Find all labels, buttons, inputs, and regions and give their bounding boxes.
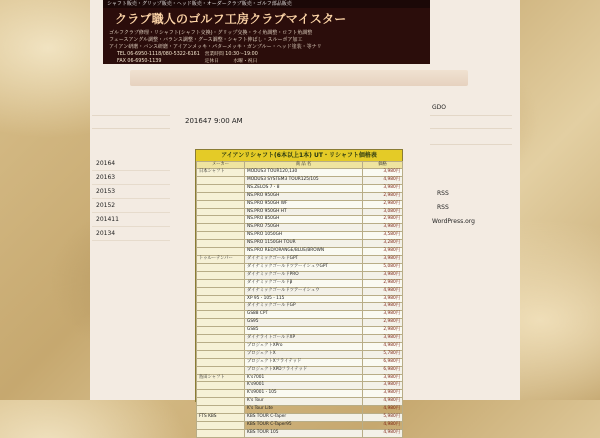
price-cell: 5,080円	[363, 263, 403, 271]
product-cell: KBS TOUR 105	[245, 429, 363, 437]
product-cell: プロジェクトXPDフライテッド	[245, 366, 363, 374]
maker-cell	[197, 192, 245, 200]
table-row	[197, 169, 403, 177]
column-header-maker: メーカー	[197, 162, 245, 169]
maker-cell	[197, 263, 245, 271]
product-cell: K's7001	[245, 374, 363, 382]
maker-cell	[197, 335, 245, 343]
banner-service-line-3: アイアン研磨・バンス研磨・アイアンメッキ・パターメッキ・ガンブルー・ヘッド塗装・等ナリ	[109, 44, 322, 50]
maker-cell	[197, 398, 245, 406]
product-cell: NS.PRO 950GH	[245, 192, 363, 200]
right-divider-2	[430, 128, 512, 129]
column-header-price: 価格	[363, 162, 403, 169]
maker-cell: FTS KBS	[197, 414, 245, 422]
price-cell: 4,980円	[363, 398, 403, 406]
maker-cell	[197, 271, 245, 279]
price-cell: 3,980円	[363, 224, 403, 232]
maker-cell	[197, 176, 245, 184]
archive-item[interactable]: 201411	[92, 213, 170, 227]
left-divider-1	[92, 115, 170, 116]
table-row	[197, 406, 403, 414]
header-band	[130, 70, 468, 86]
price-table-title: アイアンリシャフト(6本以上1本) UT・リシャフト価格表	[196, 150, 402, 161]
table-row	[197, 240, 403, 248]
product-cell: GS85	[245, 327, 363, 335]
maker-cell	[197, 429, 245, 437]
price-cell: 3,980円	[363, 382, 403, 390]
table-row	[197, 263, 403, 271]
table-row	[197, 414, 403, 422]
price-table-image	[195, 149, 403, 435]
maker-cell	[197, 342, 245, 350]
maker-cell	[197, 390, 245, 398]
archive-list	[92, 157, 170, 241]
product-cell: K's9001	[245, 382, 363, 390]
table-row	[197, 422, 403, 430]
product-cell: NS.ZELOS 7・8	[245, 184, 363, 192]
archive-item[interactable]: 20152	[92, 199, 170, 213]
product-cell: GS88 CPT	[245, 311, 363, 319]
table-row	[197, 255, 403, 263]
table-row	[197, 358, 403, 366]
table-row	[197, 382, 403, 390]
maker-cell	[197, 406, 245, 414]
table-row	[197, 287, 403, 295]
archive-item[interactable]: 20164	[92, 157, 170, 171]
price-cell: 2,980円	[363, 192, 403, 200]
product-cell: ダイナミックゴールドGPT	[245, 255, 363, 263]
product-cell: ダイナミックゴールドGP	[245, 303, 363, 311]
product-cell: ダイナミックゴールドツアーイシュウGPT	[245, 263, 363, 271]
price-cell: 5,780円	[363, 350, 403, 358]
banner-fax: FAX 06-6950-1139 定休日 水曜・祝日	[117, 59, 258, 64]
product-cell: XP 95・105・115	[245, 295, 363, 303]
product-cell: NS.PRO 850GH	[245, 216, 363, 224]
gdo-link[interactable]: GDO	[432, 104, 446, 111]
maker-cell	[197, 248, 245, 256]
table-row	[197, 216, 403, 224]
maker-cell	[197, 232, 245, 240]
table-row	[197, 200, 403, 208]
product-cell: プロジェクトXPro	[245, 342, 363, 350]
product-cell: MODUS3 SYSTEM3 TOUR125/105	[245, 176, 363, 184]
table-row	[197, 374, 403, 382]
banner-title: クラブ職人のゴルフ工房クラブマイスター	[115, 12, 347, 26]
table-row	[197, 319, 403, 327]
maker-cell	[197, 350, 245, 358]
table-row	[197, 295, 403, 303]
product-cell: NS.PRO 1050GH	[245, 232, 363, 240]
price-cell: 3,280円	[363, 240, 403, 248]
price-cell: 3,980円	[363, 169, 403, 177]
product-cell: NS.PRO RED/ORANGE/BLUE/BROWN	[245, 248, 363, 256]
price-cell: 3,080円	[363, 208, 403, 216]
product-cell: KBS TOUR C-Taper95	[245, 422, 363, 430]
maker-cell	[197, 366, 245, 374]
price-cell: 4,980円	[363, 176, 403, 184]
table-row	[197, 271, 403, 279]
product-cell: NS.PRO 1150GH TOUR	[245, 240, 363, 248]
product-cell: GS95	[245, 319, 363, 327]
table-row	[197, 390, 403, 398]
product-cell: K's9001・105	[245, 390, 363, 398]
maker-cell	[197, 224, 245, 232]
price-cell: 4,980円	[363, 406, 403, 414]
product-cell: プロジェクトXフライテッド	[245, 358, 363, 366]
maker-cell	[197, 208, 245, 216]
table-row	[197, 192, 403, 200]
price-cell: 3,980円	[363, 255, 403, 263]
price-cell: 2,980円	[363, 200, 403, 208]
price-cell: 3,980円	[363, 295, 403, 303]
product-cell: K's Tour	[245, 398, 363, 406]
maker-cell	[197, 295, 245, 303]
price-cell: 3,980円	[363, 374, 403, 382]
price-cell: 3,980円	[363, 311, 403, 319]
banner-service-line-1: ゴルフクラブ修理・リシャフト(シャフト交換)・グリップ交換・ライ角調整・ロフト角調整	[109, 30, 313, 36]
maker-cell	[197, 303, 245, 311]
table-row	[197, 248, 403, 256]
price-cell: 3,580円	[363, 232, 403, 240]
price-cell: 4,980円	[363, 429, 403, 437]
table-row	[197, 350, 403, 358]
price-cell: 2,980円	[363, 216, 403, 224]
product-cell: プロジェクトX	[245, 350, 363, 358]
product-cell: ダイナミックゴールドPRO	[245, 271, 363, 279]
price-cell: 6,980円	[363, 358, 403, 366]
product-cell: NS.PRO 950GH WF	[245, 200, 363, 208]
wordpress-link[interactable]: WordPress.org	[432, 218, 475, 225]
rss-link-entries[interactable]: RSS	[437, 190, 449, 197]
product-cell: ダイナミックゴールドツアーイシュウ	[245, 287, 363, 295]
price-cell: 4,980円	[363, 422, 403, 430]
banner-tel: TEL 06-6950-1118/080-5322-6161 営業時間 10:30～19:00	[117, 52, 258, 57]
maker-cell	[197, 311, 245, 319]
maker-cell	[197, 422, 245, 430]
product-cell: NS.PRO 950GH HT	[245, 208, 363, 216]
price-table	[196, 161, 403, 438]
maker-cell	[197, 287, 245, 295]
table-row	[197, 366, 403, 374]
price-cell: 4,980円	[363, 342, 403, 350]
price-cell: 3,980円	[363, 335, 403, 343]
rss-link-comments[interactable]: RSS	[437, 204, 449, 211]
price-cell: 3,980円	[363, 248, 403, 256]
maker-cell	[197, 200, 245, 208]
table-row	[197, 335, 403, 343]
maker-cell	[197, 319, 245, 327]
right-divider-1	[430, 115, 512, 116]
price-cell: 2,980円	[363, 319, 403, 327]
maker-cell	[197, 240, 245, 248]
price-cell: 6,980円	[363, 366, 403, 374]
site-banner[interactable]	[103, 0, 430, 64]
archive-item[interactable]: 20163	[92, 171, 170, 185]
price-cell: 3,980円	[363, 390, 403, 398]
table-row	[197, 342, 403, 350]
table-row	[197, 208, 403, 216]
product-cell: K's Tour Lite	[245, 406, 363, 414]
table-row	[197, 176, 403, 184]
product-cell: ダイナライトゴールドXP	[245, 335, 363, 343]
maker-cell: トゥルーテンパー	[197, 255, 245, 263]
price-cell: 3,980円	[363, 303, 403, 311]
archive-item[interactable]: 20134	[92, 227, 170, 241]
price-table-body	[197, 169, 403, 438]
archive-item[interactable]: 20153	[92, 185, 170, 199]
maker-cell: 日本シャフト	[197, 169, 245, 177]
table-row	[197, 184, 403, 192]
maker-cell	[197, 358, 245, 366]
table-row	[197, 279, 403, 287]
table-row	[197, 232, 403, 240]
column-header-product: 商 品 名	[245, 162, 363, 169]
table-row	[197, 398, 403, 406]
banner-top-links: シャフト販売・グリップ販売・ヘッド販売・オーダークラブ販売・ゴルフ部品販売	[103, 0, 430, 8]
price-cell: 2,980円	[363, 279, 403, 287]
post-date: 201647 9:00 AM	[185, 117, 243, 125]
product-cell: KBS TOUR C-Taper	[245, 414, 363, 422]
maker-cell: 島田シャフト	[197, 374, 245, 382]
price-cell: 2,980円	[363, 327, 403, 335]
maker-cell	[197, 279, 245, 287]
price-cell: 5,980円	[363, 414, 403, 422]
table-row	[197, 429, 403, 437]
maker-cell	[197, 216, 245, 224]
product-cell: NS.PRO 750GH	[245, 224, 363, 232]
right-divider-3	[430, 144, 512, 145]
product-cell: ダイナミックゴールドβ	[245, 279, 363, 287]
maker-cell	[197, 184, 245, 192]
left-divider-2	[92, 128, 170, 129]
maker-cell	[197, 327, 245, 335]
table-row	[197, 303, 403, 311]
table-row	[197, 311, 403, 319]
banner-service-line-2: フェースアングル調整・バランス調整・グース調整・シャフト伸ばし・スルーボア加工	[109, 37, 303, 43]
table-row	[197, 327, 403, 335]
maker-cell	[197, 382, 245, 390]
price-cell: 3,980円	[363, 271, 403, 279]
product-cell: MODUS3 TOUR120,130	[245, 169, 363, 177]
table-row	[197, 224, 403, 232]
price-cell: 4,980円	[363, 287, 403, 295]
price-cell: 3,980円	[363, 184, 403, 192]
